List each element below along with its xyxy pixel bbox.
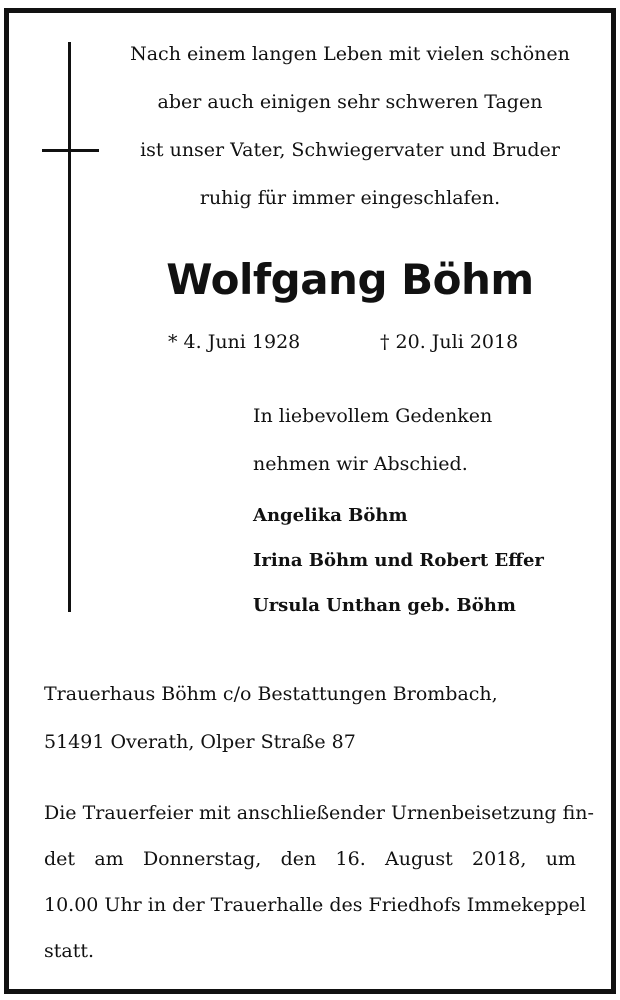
memorial-line: nehmen wir Abschied. [253,453,468,475]
cross-horizontal-bar [42,149,99,152]
address-line: Trauerhaus Böhm c/o Bestattungen Brombach, [44,683,498,705]
ceremony-line: det am Donnerstag, den 16. August 2018, um [44,848,576,870]
mourner-name: Ursula Unthan geb. Böhm [253,595,516,616]
birth-date: * 4. Juni 1928 [168,331,301,353]
ceremony-line: statt. [44,940,95,962]
mourner-name: Angelika Böhm [253,505,408,526]
intro-line: Nach einem langen Leben mit vielen schönen [130,43,570,65]
ceremony-line: 10.00 Uhr in der Trauerhalle des Friedhofs Immekeppel [44,894,586,916]
address-line: 51491 Overath, Olper Straße 87 [44,731,356,753]
mourning-house-address [44,670,498,766]
ceremony-details [44,790,594,974]
mourner-name: Irina Böhm und Robert Effer [253,550,544,571]
intro-line: ist unser Vater, Schwiegervater und Bruder [140,139,560,161]
ceremony-line: Die Trauerfeier mit anschließender Urnenbeisetzung fin- [44,802,594,824]
death-date: † 20. Juli 2018 [380,331,519,353]
cross-vertical-bar [68,42,71,612]
intro-line: aber auch einigen sehr schweren Tagen [157,91,543,113]
mourners-list [253,493,544,628]
intro-text [100,30,600,222]
deceased-name: Wolfgang Böhm [166,255,534,304]
memorial-line: In liebevollem Gedenken [253,405,493,427]
intro-line: ruhig für immer eingeschlafen. [199,187,501,209]
memorial-text [253,392,492,488]
